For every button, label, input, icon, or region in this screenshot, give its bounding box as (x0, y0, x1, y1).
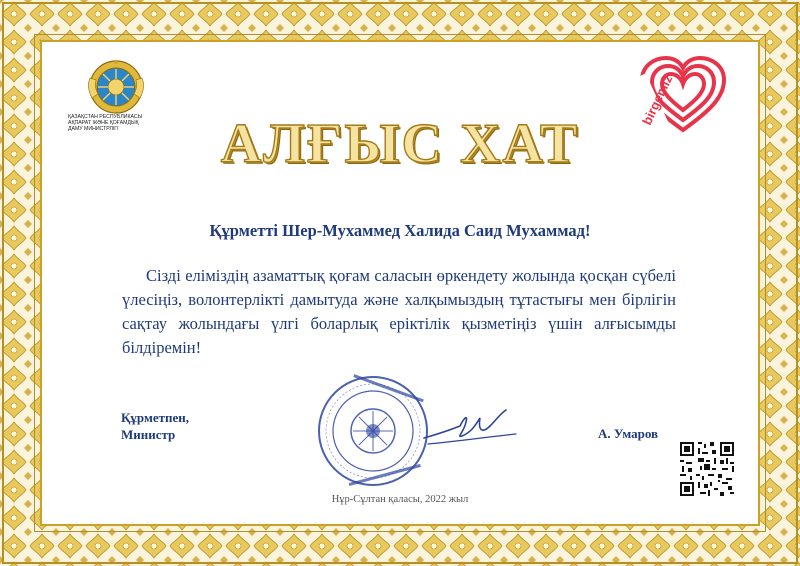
body-text: Сізді еліміздің азаматтық қоғам саласын өркендету жолында қосқан сүбелі үлесіңіз, волонтерлікті дамытуда және халқымыздың тұтастығы мен бірлігін сақтау жолындағы үлгі боларлық еріктілік қызметіңіз үшін алғысымды білдіремін! (122, 266, 676, 357)
ministry-line: АҚПАРАТ ЖӘНЕ ҚОҒАМДЫҚ (68, 120, 139, 126)
official-stamp-icon (316, 374, 430, 488)
closing-position: Министр (121, 427, 176, 442)
document-title: АЛҒЫС ХАТ (220, 113, 580, 175)
ministry-line: ДАМУ МИНИСТРЛІГІ (68, 126, 119, 132)
closing (121, 409, 189, 443)
closing-regards: Құрметпен, (121, 410, 189, 425)
kazakhstan-emblem-icon (84, 58, 148, 116)
place-and-date: Нұр-Сұлтан қаласы, 2022 жыл (331, 494, 469, 505)
salutation: Құрметті Шер-Мухаммед Халида Саид Мухаммад! (209, 221, 591, 240)
signature-mark (420, 404, 520, 454)
ministry-line: ҚАЗАҚСТАН РЕСПУБЛИКАСЫ (68, 114, 143, 120)
qr-code-icon[interactable] (678, 440, 736, 498)
birgemiz-logo-text: birgemiz (639, 72, 676, 128)
signer-name: А. Умаров (598, 426, 659, 441)
